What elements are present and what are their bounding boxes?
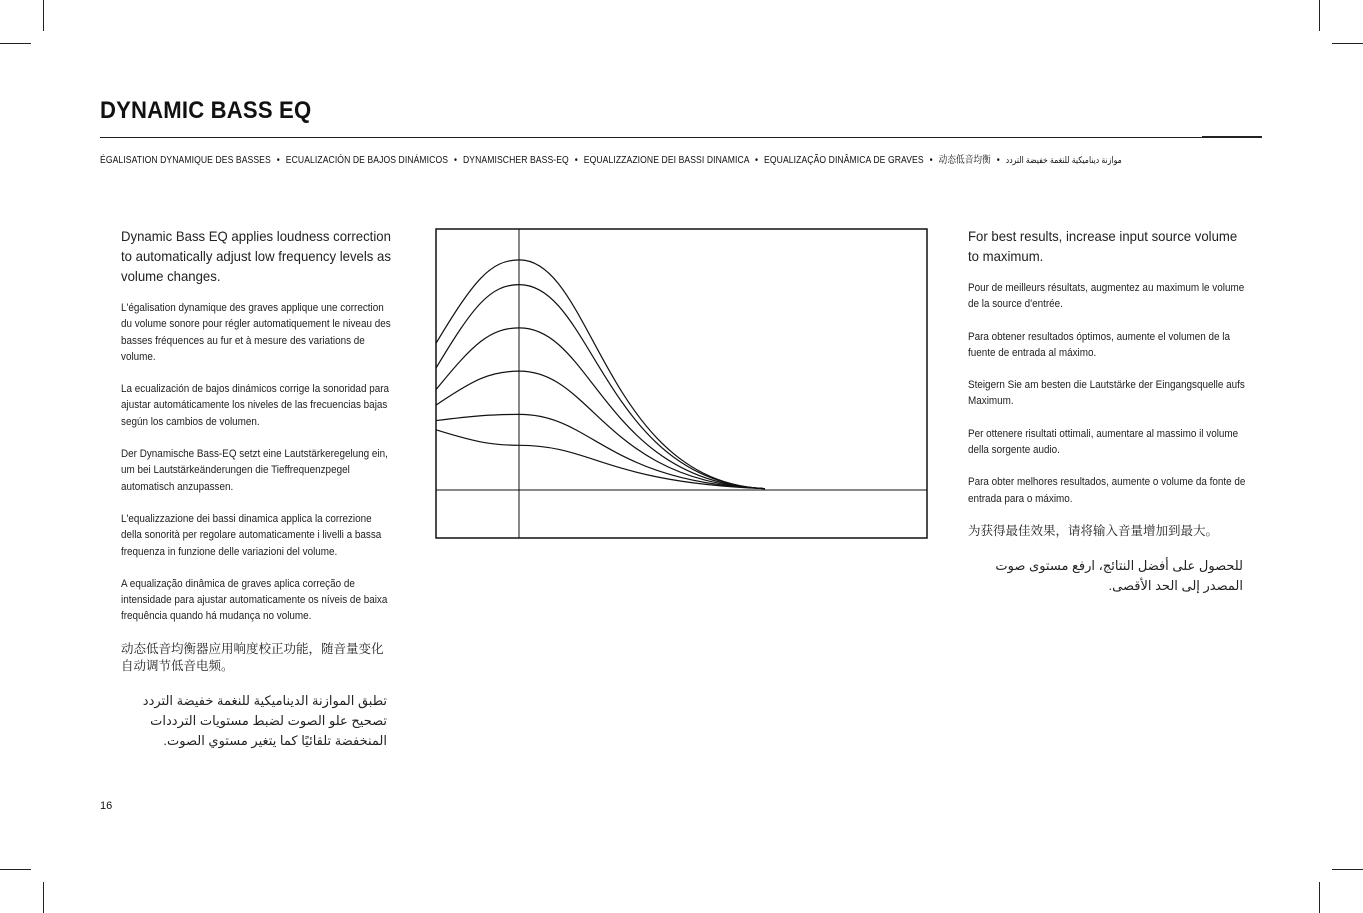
- separator: •: [755, 155, 759, 166]
- separator: •: [276, 155, 280, 166]
- separator: •: [453, 155, 458, 166]
- description-de: Der Dynamische Bass-EQ setzt eine Lautstärkeregelung ein, um bei Lautstärkeänderungen die Tieffrequenzpegel automatisch anzupassen.: [121, 448, 388, 493]
- title-de: DYNAMISCHER BASS-EQ: [463, 155, 569, 166]
- crop-mark: [1332, 869, 1363, 870]
- title-pt: EQUALIZAÇÃO DINÂMICA DE GRAVES: [764, 155, 924, 166]
- chart-curves: [436, 260, 765, 489]
- tip-en: For best results, increase input source volume to maximum.: [968, 228, 1238, 264]
- tip-it: Per ottenere risultati ottimali, aumentare al massimo il volume della sorgente audio.: [968, 427, 1239, 457]
- crop-mark: [1319, 0, 1320, 31]
- description-zh: 动态低音均衡器应用响度校正功能，随音量变化自动调节低音电频。: [121, 641, 384, 673]
- chart-curve-6: [436, 260, 765, 489]
- chart-curve-5: [436, 285, 765, 489]
- title-rule-accent: [1202, 136, 1262, 138]
- tip-ar: للحصول على أفضل النتائج، ارفع مستوى صوت المصدر إلى الحد الأقصى.: [995, 557, 1243, 593]
- separator: •: [574, 155, 578, 166]
- description-ar: تطبق الموازنة الديناميكية للنغمة خفيضة التردد تصحيح علو الصوت لضبط مستويات الترددات المنخفضة تلقائيًا كما يتغير مستوي الصوت.: [142, 692, 387, 748]
- chart-frame: [436, 229, 927, 538]
- crop-mark: [43, 0, 44, 31]
- title-fr: ÉGALISATION DYNAMIQUE DES BASSES: [100, 155, 271, 166]
- crop-mark: [43, 882, 44, 913]
- description-en: Dynamic Bass EQ applies loudness correction to automatically adjust low frequency levels as volume changes.: [121, 228, 391, 284]
- title-es: ECUALIZACIÓN DE BAJOS DINÁMICOS: [285, 155, 449, 166]
- chart-curve-4: [436, 328, 765, 489]
- description-it: L'equalizzazione dei bassi dinamica applica la correzione della sonorità per regolare automaticamente i livelli a bassa frequenza in funzione delle variazioni del volume.: [121, 512, 382, 558]
- crop-mark: [1319, 882, 1320, 913]
- separator: •: [929, 155, 933, 166]
- tip-pt: Para obter melhores resultados, aumente o volume da fonte de entrada para o máximo.: [968, 476, 1246, 505]
- title-it: EQUALIZZAZIONE DEI BASSI DINAMICA: [583, 155, 750, 166]
- description-es: La ecualización de bajos dinámicos corrige la sonoridad para ajustar automáticamente los niveles de las frecuencias bajas según los cambios de volumen.: [121, 383, 390, 428]
- chart-curve-3: [436, 371, 765, 488]
- tip-zh: 为获得最佳效果，请将输入音量增加到最大。: [968, 523, 1219, 538]
- title-rule: [100, 137, 1262, 138]
- title-ar: موازنة ديناميكية للنغمة خفيضة التردد: [1005, 155, 1122, 165]
- crop-mark: [0, 869, 31, 870]
- page-number: 16: [100, 800, 113, 812]
- description-fr: L'égalisation dynamique des graves applique une correction du volume sonore pour régler automatiquement le niveau des basses fréquences au fur et à mesure des variations de volume.: [121, 302, 391, 363]
- title-zh: 动态低音均衡: [938, 155, 991, 166]
- chart-curve-2: [436, 414, 765, 488]
- crop-mark: [1332, 43, 1363, 44]
- description-pt: A equalização dinâmica de graves aplica correção de intensidade para ajustar automaticamente os níveis de baixa frequência quando há mudança no volume.: [121, 577, 388, 623]
- tip-column: [968, 226, 1253, 596]
- separator: •: [996, 155, 1000, 166]
- tip-es: Para obtener resultados óptimos, aumente el volumen de la fuente de entrada al máximo.: [968, 330, 1230, 359]
- tip-fr: Pour de meilleurs résultats, augmentez au maximum le volume de la source d'entrée.: [968, 282, 1245, 311]
- translated-titles: [100, 151, 1122, 166]
- crop-mark: [0, 43, 31, 44]
- bass-eq-chart: [435, 228, 928, 539]
- description-column: [121, 226, 396, 751]
- page-title: DYNAMIC BASS EQ: [100, 97, 312, 124]
- tip-de: Steigern Sie am besten die Lautstärke der Eingangsquelle aufs Maximum.: [968, 379, 1245, 408]
